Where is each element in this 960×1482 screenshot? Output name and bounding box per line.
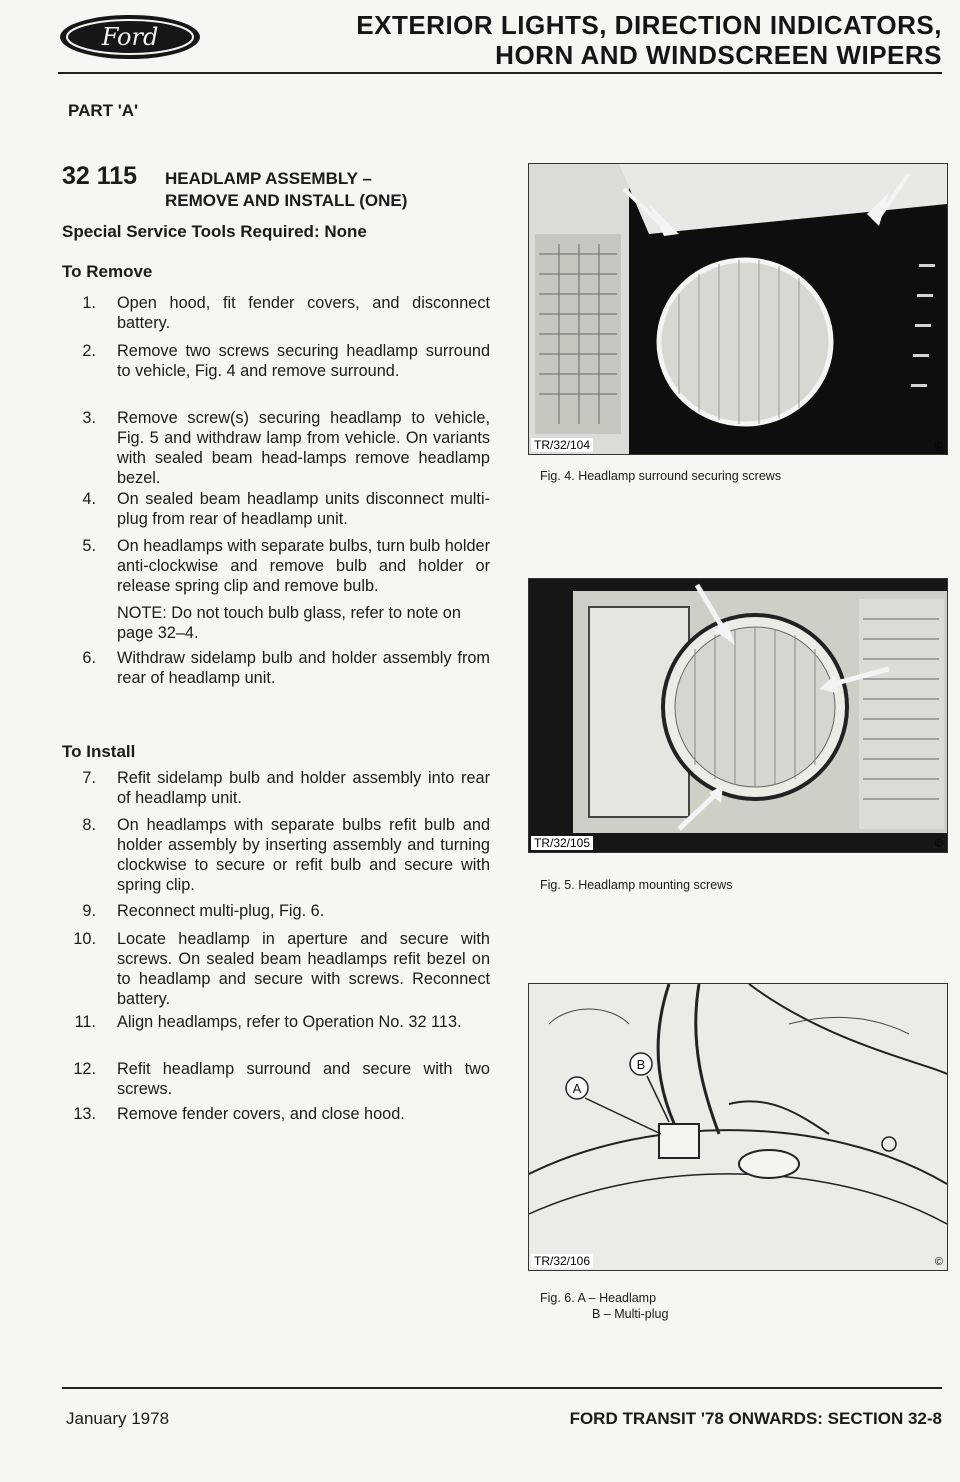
step-text: Open hood, fit fender covers, and disconnect battery. bbox=[117, 294, 490, 332]
step-number: 5. bbox=[82, 537, 96, 555]
operation-number: 32 115 bbox=[62, 162, 138, 190]
step-text: Locate headlamp in aperture and secure with screws. On sealed beam headlamps refit bezel on to headlamp and secure with screws. Reconnect battery. bbox=[117, 930, 490, 1008]
copyright-mark: © bbox=[934, 838, 943, 850]
figure-caption: Fig. 4. Headlamp surround securing screws bbox=[540, 469, 782, 483]
footer-date: January 1978 bbox=[66, 1409, 170, 1428]
step-text: Reconnect multi-plug, Fig. 6. bbox=[117, 902, 325, 920]
step-item bbox=[62, 489, 490, 529]
step-number: 12. bbox=[73, 1060, 96, 1078]
svg-text:Ford: Ford bbox=[101, 23, 159, 51]
special-tools: Special Service Tools Required: None bbox=[62, 222, 367, 241]
step-item bbox=[62, 1012, 490, 1032]
step-text: On headlamps with separate bulbs refit bulb and holder assembly by inserting assembly and turning clockwise to secure or refit bulb and secure with spring clip. bbox=[117, 816, 490, 894]
headlamp-mounting-photo bbox=[529, 579, 947, 852]
step-item bbox=[62, 293, 490, 333]
step-text: Align headlamps, refer to Operation No. 32 113. bbox=[117, 1013, 462, 1031]
remove-heading: To Remove bbox=[62, 262, 153, 281]
figure-reference: TR/32/106 bbox=[531, 1254, 593, 1268]
figure-headlamp-mounting bbox=[528, 578, 948, 853]
step-item bbox=[62, 929, 490, 1009]
copyright-mark: © bbox=[934, 440, 943, 452]
step-text: On headlamps with separate bulbs, turn bulb holder anti-clockwise and remove bulb and holder or release spring clip and remove bulb. bbox=[117, 537, 490, 595]
operation-title-line1: HEADLAMP ASSEMBLY – bbox=[165, 169, 372, 188]
step-item bbox=[62, 1059, 490, 1099]
header-title-line2: HORN AND WINDSCREEN WIPERS bbox=[495, 40, 942, 70]
figure-headlamp-surround bbox=[528, 163, 948, 455]
step-text: Remove fender covers, and close hood. bbox=[117, 1105, 405, 1123]
figure-caption: Fig. 5. Headlamp mounting screws bbox=[540, 878, 733, 892]
step-number: 6. bbox=[82, 649, 96, 667]
step-text: Remove screw(s) securing headlamp to vehicle, Fig. 5 and withdraw lamp from vehicle. On variants with sealed beam head-lamps remove headlamp bezel. bbox=[117, 409, 490, 487]
step-number: 3. bbox=[82, 409, 96, 427]
step-number: 8. bbox=[82, 816, 96, 834]
step-item bbox=[62, 815, 490, 895]
note-text: NOTE: Do not touch bulb glass, refer to note on page 32–4. bbox=[117, 604, 461, 642]
copyright-mark: © bbox=[934, 1256, 943, 1268]
header-title-line1: EXTERIOR LIGHTS, DIRECTION INDICATORS, bbox=[356, 10, 942, 40]
step-number: 2. bbox=[82, 342, 96, 360]
headlamp-multiplug-drawing bbox=[529, 984, 947, 1270]
step-number: 10. bbox=[73, 930, 96, 948]
figure-reference: TR/32/105 bbox=[531, 836, 593, 850]
header-rule bbox=[58, 72, 942, 74]
figure-reference: TR/32/104 bbox=[531, 438, 593, 452]
step-number: 4. bbox=[82, 490, 96, 508]
step-item bbox=[62, 1104, 490, 1124]
step-text: Withdraw sidelamp bulb and holder assembly from rear of headlamp unit. bbox=[117, 649, 490, 687]
step-item bbox=[62, 536, 490, 596]
step-item bbox=[62, 341, 490, 381]
step-number: 7. bbox=[82, 769, 96, 787]
step-number: 11. bbox=[74, 1013, 96, 1031]
callout-a-label: A bbox=[572, 1081, 582, 1096]
step-number: 9. bbox=[82, 902, 96, 920]
step-number: 1. bbox=[82, 294, 96, 312]
step-text: Refit sidelamp bulb and holder assembly into rear of headlamp unit. bbox=[117, 769, 490, 807]
ford-logo bbox=[58, 13, 202, 61]
headlamp-surround-photo bbox=[529, 164, 947, 454]
step-item bbox=[62, 768, 490, 808]
page-header-title bbox=[356, 10, 942, 70]
footer-rule bbox=[62, 1387, 942, 1389]
step-text: Refit headlamp surround and secure with two screws. bbox=[117, 1060, 490, 1098]
install-heading: To Install bbox=[62, 742, 136, 761]
step-text: On sealed beam headlamp units disconnect multi-plug from rear of headlamp unit. bbox=[117, 490, 490, 528]
footer-publication: FORD TRANSIT '78 ONWARDS: SECTION 32-8 bbox=[569, 1409, 942, 1428]
operation-title bbox=[165, 168, 407, 212]
part-label: PART 'A' bbox=[68, 101, 139, 120]
figure-caption bbox=[540, 1290, 668, 1322]
step-text: Remove two screws securing headlamp surround to vehicle, Fig. 4 and remove surround. bbox=[117, 342, 490, 380]
operation-title-line2: REMOVE AND INSTALL (ONE) bbox=[165, 191, 408, 210]
step-item bbox=[62, 901, 490, 921]
figure-caption-line2: B – Multi-plug bbox=[592, 1307, 669, 1321]
step-item bbox=[62, 408, 490, 488]
step-number: 13. bbox=[73, 1105, 96, 1123]
callout-b-label: B bbox=[636, 1057, 646, 1072]
step-item bbox=[62, 648, 490, 688]
figure-headlamp-multiplug bbox=[528, 983, 948, 1271]
figure-caption-line1: Fig. 6. A – Headlamp bbox=[540, 1291, 657, 1305]
